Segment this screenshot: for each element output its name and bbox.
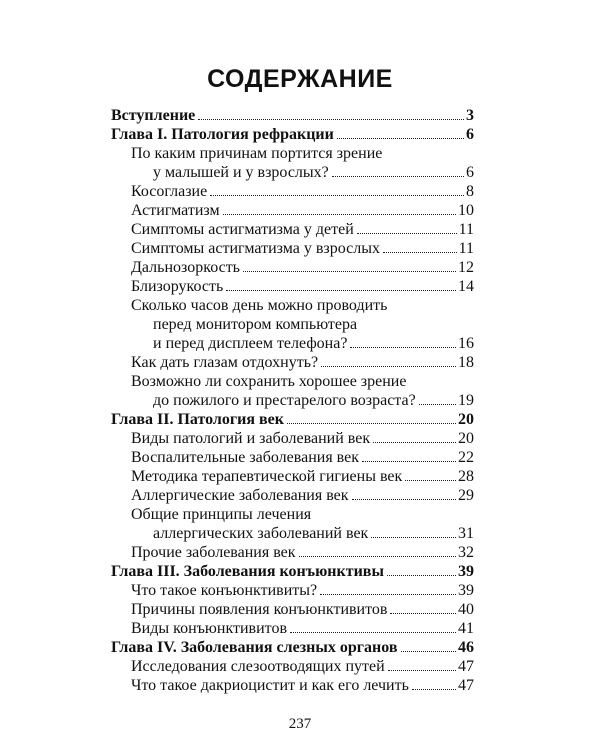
- dot-leader: [401, 651, 457, 652]
- dot-leader: [383, 252, 457, 253]
- toc-entry-line: [131, 163, 474, 182]
- toc-section[interactable]: [111, 581, 474, 600]
- toc-entry-title: Воспалительные заболевания век: [131, 449, 360, 466]
- toc-entry-line: [131, 258, 474, 277]
- dot-leader: [243, 271, 456, 272]
- toc-page-number: 20: [458, 430, 474, 447]
- toc-entry-line: [131, 505, 474, 524]
- toc-entry-title: Близорукость: [131, 278, 224, 295]
- toc-entry-line: [131, 429, 474, 448]
- toc-section[interactable]: [111, 543, 474, 562]
- dot-leader: [357, 233, 457, 234]
- toc-entry-title: Дальнозоркость: [131, 259, 240, 276]
- toc-entry-line: [131, 600, 474, 619]
- toc-entry-title: Исследования слезоотводящих путей: [131, 658, 385, 675]
- toc-section[interactable]: [111, 467, 474, 486]
- toc-entry-line: [131, 277, 474, 296]
- dot-leader: [320, 594, 456, 595]
- toc-entry-line: [131, 239, 474, 258]
- dot-leader: [388, 670, 456, 671]
- toc-entry-line: [131, 334, 474, 353]
- toc-page-number: 11: [458, 221, 474, 238]
- dot-leader: [419, 404, 456, 405]
- toc-page-number: 16: [458, 335, 474, 352]
- toc-section[interactable]: [111, 277, 474, 296]
- dot-leader: [226, 290, 456, 291]
- toc-section[interactable]: [111, 676, 474, 695]
- dot-leader: [387, 575, 456, 576]
- toc-entry-title: Сколько часов день можно проводить: [131, 297, 388, 314]
- toc-entry-line: [131, 201, 474, 220]
- toc-entry-title: Глава III. Заболевания конъюнктивы: [111, 563, 384, 580]
- toc-section[interactable]: [111, 505, 474, 543]
- toc-entry-line: [131, 144, 474, 163]
- toc-entry-title: Аллергические заболевания век: [131, 487, 349, 504]
- toc-page-number: 19: [458, 392, 474, 409]
- dot-leader: [373, 442, 456, 443]
- page-title: СОДЕРЖАНИЕ: [207, 65, 393, 93]
- toc-entry-line: [131, 676, 474, 695]
- toc-section[interactable]: [111, 296, 474, 353]
- toc-section[interactable]: [111, 429, 474, 448]
- toc-section[interactable]: [111, 144, 474, 182]
- toc-page-number: 11: [458, 240, 474, 257]
- toc-entry-line: [131, 372, 474, 391]
- toc-entry-title: Возможно ли сохранить хорошее зрение: [131, 373, 407, 390]
- toc-chapter[interactable]: [111, 125, 474, 144]
- page-number: 237: [288, 716, 312, 732]
- toc-page-number: 41: [458, 620, 474, 637]
- toc-page-number: 20: [458, 411, 474, 428]
- toc-entry-title: Как дать глазам отдохнуть?: [131, 354, 319, 371]
- toc-page-number: 18: [458, 354, 474, 371]
- toc-section[interactable]: [111, 258, 474, 277]
- toc-entry-line: [111, 638, 474, 657]
- toc-page-number: 3: [466, 107, 474, 124]
- toc-entry-line: [111, 410, 474, 429]
- toc-section[interactable]: [111, 353, 474, 372]
- toc-section[interactable]: [111, 448, 474, 467]
- dot-leader: [412, 689, 456, 690]
- toc-entry-line: [131, 619, 474, 638]
- toc-entry-line: [131, 524, 474, 543]
- toc-entry-line: [131, 353, 474, 372]
- toc-entry-title: Глава I. Патология рефракции: [111, 126, 334, 143]
- toc-section[interactable]: [111, 182, 474, 201]
- toc-section[interactable]: [111, 220, 474, 239]
- toc-section[interactable]: [111, 619, 474, 638]
- toc-page-number: 31: [458, 525, 474, 542]
- toc-page-number: 47: [458, 658, 474, 675]
- toc-entry-title: Что такое конъюнктивиты?: [131, 582, 318, 599]
- toc-entry-line: [131, 182, 474, 201]
- toc-entry-title: Глава II. Патология век: [111, 411, 284, 428]
- toc-chapter[interactable]: [111, 638, 474, 657]
- dot-leader: [337, 138, 464, 139]
- toc-page-number: 47: [458, 677, 474, 694]
- toc-entry-line: [111, 106, 474, 125]
- dot-leader: [405, 480, 456, 481]
- toc-entry-line: [131, 467, 474, 486]
- toc-entry-line: [131, 296, 474, 315]
- dot-leader: [371, 537, 456, 538]
- toc-section[interactable]: [111, 600, 474, 619]
- toc-entry-line: [111, 125, 474, 144]
- toc-entry-title: По каким причинам портится зрение: [131, 145, 383, 162]
- toc-page-number: 46: [458, 639, 474, 656]
- toc-entry-title: Симптомы астигматизма у взрослых: [131, 240, 380, 257]
- dot-leader: [290, 632, 456, 633]
- toc-chapter[interactable]: [111, 106, 474, 125]
- toc-entry-title: Астигматизм: [131, 202, 220, 219]
- toc-page-number: 40: [458, 601, 474, 618]
- toc-page-number: 10: [458, 202, 474, 219]
- toc-entry-title: и перед дисплеем телефона?: [153, 335, 348, 352]
- dot-leader: [287, 423, 456, 424]
- toc-entry-line: [131, 391, 474, 410]
- dot-leader: [210, 195, 464, 196]
- toc-page-number: 6: [466, 126, 474, 143]
- dot-leader: [321, 366, 456, 367]
- toc-page-number: 28: [458, 468, 474, 485]
- toc-entry-title: Виды конъюнктивитов: [131, 620, 288, 637]
- toc-entry-title: у малышей и у взрослых?: [153, 164, 329, 181]
- toc-entry-line: [131, 486, 474, 505]
- dot-leader: [390, 613, 456, 614]
- toc-entry-title: аллергических заболеваний век: [153, 525, 369, 542]
- toc-entry-title: Общие принципы лечения: [131, 506, 312, 523]
- dot-leader: [223, 214, 456, 215]
- toc-entry-title: Косоглазие: [131, 183, 208, 200]
- dot-leader: [198, 119, 464, 120]
- toc-entry-title: до пожилого и престарелого возраста?: [153, 392, 416, 409]
- toc-section[interactable]: [111, 486, 474, 505]
- toc-page-number: 39: [458, 582, 474, 599]
- toc-section[interactable]: [111, 201, 474, 220]
- toc-section[interactable]: [111, 239, 474, 258]
- dot-leader: [299, 556, 456, 557]
- toc-page-number: 12: [458, 259, 474, 276]
- dot-leader: [332, 176, 464, 177]
- toc-entry-line: [131, 315, 474, 334]
- toc-page-number: 8: [466, 183, 474, 200]
- toc-entry-line: [111, 562, 474, 581]
- toc-page-number: 32: [458, 544, 474, 561]
- toc-entry-title: перед монитором компьютера: [153, 316, 358, 333]
- toc-page-number: 6: [466, 164, 474, 181]
- toc-entry-title: Виды патологий и заболеваний век: [131, 430, 371, 447]
- toc-entry-line: [131, 657, 474, 676]
- toc-entry-title: Глава IV. Заболевания слезных органов: [111, 639, 398, 656]
- toc-entry-line: [131, 543, 474, 562]
- toc-entry-title: Причины появления конъюнктивитов: [131, 601, 388, 618]
- toc-entry-line: [131, 220, 474, 239]
- toc-entry-line: [131, 581, 474, 600]
- toc-entry-line: [131, 448, 474, 467]
- toc-section[interactable]: [111, 657, 474, 676]
- toc-entry-title: Симптомы астигматизма у детей: [131, 221, 354, 238]
- dot-leader: [350, 347, 456, 348]
- toc-page-number: 39: [458, 563, 474, 580]
- toc-page-number: 14: [458, 278, 474, 295]
- toc-section[interactable]: [111, 372, 474, 410]
- toc-entry-title: Вступление: [111, 107, 196, 124]
- table-of-contents: [111, 106, 474, 695]
- toc-entry-title: Что такое дакриоцистит и как его лечить: [131, 677, 409, 694]
- toc-chapter[interactable]: [111, 410, 474, 429]
- toc-page-number: 22: [458, 449, 474, 466]
- dot-leader: [362, 461, 456, 462]
- toc-page-number: 29: [458, 487, 474, 504]
- dot-leader: [352, 499, 456, 500]
- toc-entry-title: Методика терапевтической гигиены век: [131, 468, 403, 485]
- toc-chapter[interactable]: [111, 562, 474, 581]
- toc-entry-title: Прочие заболевания век: [131, 544, 296, 561]
